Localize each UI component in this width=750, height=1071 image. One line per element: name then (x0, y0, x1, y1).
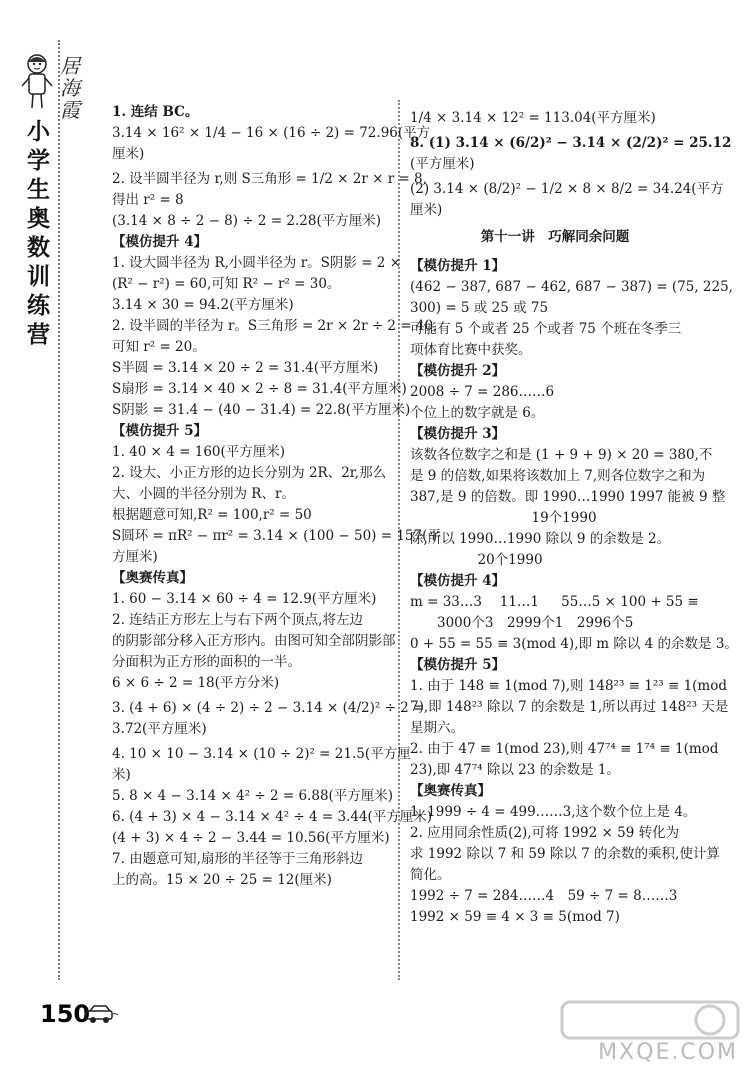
section-heading: 【模仿提升 5】 (410, 657, 506, 673)
text-line: (2) 3.14 × (8/2)² − 1/2 × 8 × 8/2 = 34.24(平方 (410, 181, 724, 197)
text-line: 分面积为正方形的面积的一半。 (112, 654, 301, 670)
text-line: 是 9 的倍数,如果将该数加上 7,则各位数字之和为 (410, 468, 706, 484)
text-line: S扇形 = 3.14 × 40 × 2 ÷ 8 = 31.4(平方厘米) (112, 381, 407, 397)
text-line: 2. 连结正方形左上与右下两个顶点,将左边 (112, 612, 363, 628)
text-line: 3.14 × 30 = 94.2(平方厘米) (112, 297, 294, 313)
section-heading: 【模仿提升 1】 (410, 258, 506, 274)
text-line: 得出 r² = 8 (112, 192, 184, 208)
text-line: 项体育比赛中获奖。 (410, 342, 532, 358)
text-line: m = 33…3 11…1 55…5 × 100 + 55 ≡ (410, 594, 699, 610)
text-line: 1/4 × 3.14 × 12² = 113.04(平方厘米) (410, 110, 656, 126)
text-line: 上的高。15 × 20 ÷ 25 = 12(厘米) (112, 872, 332, 888)
text-line: (平方厘米) (410, 156, 475, 172)
text-line: 可知 r² = 20。 (112, 339, 206, 355)
margin-strip (0, 0, 96, 1071)
section-heading: 【模仿提升 2】 (410, 363, 506, 379)
section-heading: 【模仿提升 5】 (112, 423, 208, 439)
text-line: 1. 连结 BC。 (112, 104, 199, 120)
lecture-title: 第十一讲 巧解同余问题 (480, 229, 630, 245)
text-line: (R² − r²) = 60,可知 R² − r² = 30。 (112, 276, 341, 292)
text-line: 2. 设半圆半径为 r,则 S三角形 = 1/2 × 2r × r = 8, (112, 171, 427, 187)
text-line: 2008 ÷ 7 = 286……6 (410, 384, 555, 400)
text-line: 3. (4 + 6) × (4 ÷ 2) ÷ 2 − 3.14 × (4/2)² ÷ 2 = (112, 700, 425, 716)
text-line: 2. 由于 47 ≡ 1(mod 23),则 47⁷⁴ ≡ 1⁷⁴ ≡ 1(mod (410, 741, 719, 757)
text-line: (462 − 387, 687 − 462, 687 − 387) = (75, 225, (410, 279, 733, 295)
text-line: 4. 10 × 10 − 3.14 × (10 ÷ 2)² = 21.5(平方厘 (112, 746, 411, 762)
text-line: 可能有 5 个或者 25 个或者 75 个班在冬季三 (410, 321, 682, 337)
section-heading: 【模仿提升 4】 (112, 234, 208, 250)
car-icon (84, 1003, 120, 1025)
text-line: (4 + 3) × 4 ÷ 2 − 3.44 = 10.56(平方厘米) (112, 830, 390, 846)
text-line: 该数各位数字之和是 (1 + 9 + 9) × 20 = 380,不 (410, 447, 713, 463)
text-line: 3000个3 2999个1 2996个5 (410, 615, 634, 631)
text-line: 1. 60 − 3.14 × 60 ÷ 4 = 12.9(平方厘米) (112, 591, 377, 607)
text-line: 根据题意可知,R² = 100,r² = 50 (112, 507, 312, 523)
text-line: 1. 由于 148 ≡ 1(mod 7),则 148²³ ≡ 1²³ ≡ 1(mod (410, 678, 727, 694)
author-name: 居海霞 (60, 54, 80, 122)
text-line: 8. (1) 3.14 × (6/2)² − 3.14 × (2/2)² = 25.12 (410, 135, 732, 151)
text-line: 1992 × 59 ≡ 4 × 3 ≡ 5(mod 7) (410, 909, 620, 925)
text-line: 星期六。 (410, 720, 464, 736)
series-title: 小学生奥数训练营 (27, 119, 50, 348)
text-line: S圆环 = πR² − πr² = 3.14 × (100 − 50) = 157(平 (112, 528, 441, 544)
text-line: S阴影 = 31.4 − (40 − 31.4) = 22.8(平方厘米) (112, 402, 411, 418)
text-line: 大、小圆的半径分别为 R、r。 (112, 486, 295, 502)
text-line: 米) (112, 767, 131, 783)
section-heading: 【奥赛传真】 (410, 783, 491, 799)
text-line: 方厘米) (112, 549, 158, 565)
text-line: 厘米) (112, 146, 145, 162)
text-line: 1. 1999 ÷ 4 = 499……3,这个数个位上是 4。 (410, 804, 697, 820)
text-line: (3.14 × 8 ÷ 2 − 8) ÷ 2 = 2.28(平方厘米) (112, 213, 382, 229)
page-footer (40, 1000, 90, 1030)
text-line: 300) = 5 或 25 或 75 (410, 300, 549, 316)
text-line: 7),即 148²³ 除以 7 的余数是 1,所以再过 148²³ 天是 (410, 699, 729, 715)
text-line: 厘米) (410, 202, 443, 218)
page-number: 150 (40, 1000, 91, 1028)
watermark-text: MXQE.COM (598, 1040, 738, 1065)
text-line: 1992 ÷ 7 = 284……4 59 ÷ 7 = 8……3 (410, 888, 678, 904)
margin-dotted-rule (58, 40, 60, 980)
text-line: 简化。 (410, 867, 451, 883)
text-line: 23),即 47⁷⁴ 除以 23 的余数是 1。 (410, 762, 620, 778)
text-line: 387,是 9 的倍数。即 1990…1990 1997 能被 9 整 (410, 489, 726, 505)
text-line: 求 1992 除以 7 和 59 除以 7 的余数的乘积,使计算 (410, 846, 720, 862)
text-line: 1. 40 × 4 = 160(平方厘米) (112, 444, 286, 460)
mascot-icon (20, 52, 54, 112)
text-line: 2. 设半圆的半径为 r。S三角形 = 2r × 2r ÷ 2 = 40, (112, 318, 438, 334)
text-line: 7. 由题意可知,扇形的半径等于三角形斜边 (112, 851, 363, 867)
section-heading: 【模仿提升 4】 (410, 573, 506, 589)
section-heading: 【模仿提升 3】 (410, 426, 506, 442)
text-line: 1. 设大圆半径为 R,小圆半径为 r。S阴影 = 2 × (112, 255, 401, 271)
text-line: 除,所以 1990…1990 除以 9 的余数是 2。 (410, 531, 671, 547)
right-column (410, 108, 738, 928)
text-line: 2. 设大、小正方形的边长分别为 2R、2r,那么 (112, 465, 387, 481)
section-heading: 【奥赛传真】 (112, 570, 193, 586)
text-line: 20个1990 (410, 552, 543, 568)
text-line: 2. 应用同余性质(2),可将 1992 × 59 转化为 (410, 825, 680, 841)
text-line: 3.72(平方厘米) (112, 721, 207, 737)
text-line: 6 × 6 ÷ 2 = 18(平方分米) (112, 675, 280, 691)
text-line: 3.14 × 16² × 1/4 − 16 × (16 ÷ 2) = 72.96(平方 (112, 125, 431, 141)
text-line: 个位上的数字就是 6。 (410, 405, 545, 421)
text-line: 19个1990 (410, 510, 597, 526)
text-line: 的阴影部分移入正方形内。由图可知全部阴影部 (112, 633, 396, 649)
text-line: 5. 8 × 4 − 3.14 × 4² ÷ 2 = 6.88(平方厘米) (112, 788, 394, 804)
text-line: S半圆 = 3.14 × 20 ÷ 2 = 31.4(平方厘米) (112, 360, 379, 376)
text-line: 6. (4 + 3) × 4 − 3.14 × 4² ÷ 4 = 3.44(平方厘米) (112, 809, 433, 825)
text-line: 0 + 55 = 55 ≡ 3(mod 4),即 m 除以 4 的余数是 3。 (410, 636, 738, 652)
